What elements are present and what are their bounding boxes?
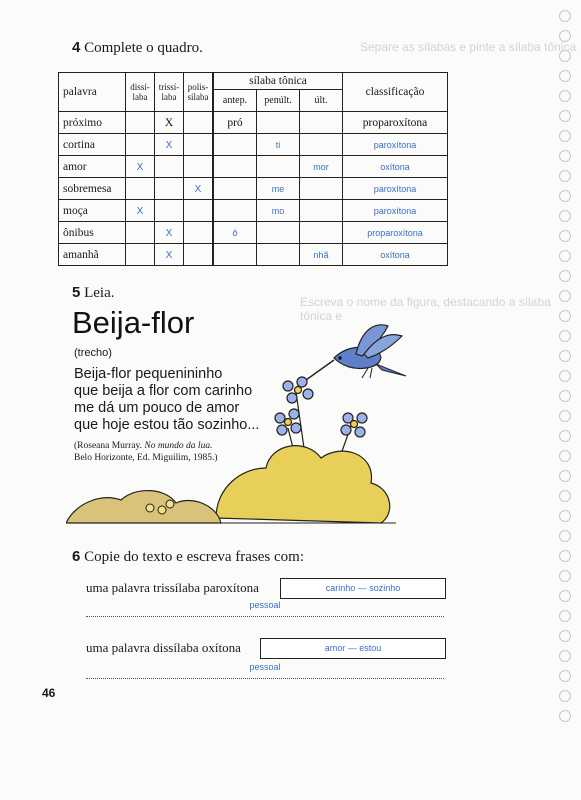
spiral-ring: [559, 590, 571, 602]
poem-subtitle: (trecho): [74, 347, 112, 359]
polissilaba-cell[interactable]: [184, 112, 214, 134]
spiral-ring: [559, 170, 571, 182]
dissilaba-cell[interactable]: [126, 222, 155, 244]
row-word-value: cortina: [63, 138, 95, 151]
spiral-ring: [559, 470, 571, 482]
spiral-ring: [559, 650, 571, 662]
polissilaba-cell-value: X: [194, 183, 202, 195]
trissilaba-cell[interactable]: [155, 134, 184, 156]
row-word-value: amanhã: [63, 248, 99, 261]
header-dissilaba: dissí- laba: [126, 73, 155, 112]
header-penult: penúlt.: [257, 90, 300, 112]
penult-cell[interactable]: [257, 112, 300, 134]
hummingbird-illustration: [66, 318, 436, 528]
trissilaba-cell[interactable]: [155, 156, 184, 178]
classification-cell-value: paroxítona: [373, 139, 417, 150]
polissilaba-cell[interactable]: [184, 222, 214, 244]
classification-cell-value: paroxítona: [373, 183, 417, 194]
trissilaba-cell[interactable]: [155, 244, 184, 266]
source-book: No mundo da lua.: [144, 441, 213, 451]
poem-line: me dá um pouco de amor: [74, 400, 240, 416]
item1-sentence-line[interactable]: pessoal: [86, 600, 444, 617]
classification-cell[interactable]: [343, 200, 448, 222]
polissilaba-cell[interactable]: [184, 156, 214, 178]
item1-answer-box[interactable]: carinho — sozinho: [280, 578, 446, 599]
antepenult-cell[interactable]: [213, 112, 257, 134]
penult-cell-value: mo: [271, 205, 285, 216]
bleed-through-text: Separe as sílabas e pinte a sílaba tônica: [360, 40, 577, 54]
classification-cell-value: proparoxítona: [362, 116, 428, 129]
item1-label: uma palavra trissílaba paroxítona: [86, 580, 259, 595]
classification-cell-value: proparoxítona: [367, 227, 423, 238]
dissilaba-cell[interactable]: [126, 112, 155, 134]
header-classificacao: classificação: [343, 73, 448, 112]
spiral-ring: [559, 90, 571, 102]
classification-cell[interactable]: [343, 112, 448, 134]
spiral-ring: [559, 190, 571, 202]
dissilaba-cell-value: X: [136, 161, 144, 173]
spiral-ring: [559, 510, 571, 522]
dissilaba-cell[interactable]: [126, 178, 155, 200]
spiral-ring: [559, 690, 571, 702]
exercise-number: 6: [72, 548, 81, 565]
antepenult-cell[interactable]: [213, 200, 257, 222]
row-word-value: amor: [63, 160, 87, 173]
header-palavra: palavra: [59, 73, 126, 112]
penult-cell-value: ti: [275, 139, 281, 150]
bush-icon: [66, 491, 221, 523]
penult-cell[interactable]: [257, 244, 300, 266]
header-silaba-tonica: sílaba tônica: [213, 73, 343, 90]
row-word: [59, 200, 126, 222]
row-word: [59, 222, 126, 244]
table-row: [59, 156, 448, 178]
row-word: [59, 156, 126, 178]
spiral-ring: [559, 450, 571, 462]
spiral-ring: [559, 70, 571, 82]
classification-cell[interactable]: [343, 134, 448, 156]
classification-cell[interactable]: [343, 244, 448, 266]
poem-line: que beija a flor com carinho: [74, 383, 253, 399]
bush-icon: [216, 446, 390, 523]
poem-line: Beija-flor pequenininho: [74, 366, 223, 382]
dissilaba-cell-value: X: [136, 205, 144, 217]
classification-cell[interactable]: [343, 178, 448, 200]
dissilaba-cell[interactable]: [126, 244, 155, 266]
spiral-ring: [559, 490, 571, 502]
spiral-ring: [559, 130, 571, 142]
ult-cell[interactable]: [300, 222, 343, 244]
ult-cell[interactable]: [300, 134, 343, 156]
spiral-ring: [559, 630, 571, 642]
trissilaba-cell-value: X: [165, 139, 173, 151]
row-word-value: ônibus: [63, 226, 94, 239]
source-author: (Roseana Murray.: [74, 441, 142, 451]
header-antep: antep.: [213, 90, 257, 112]
spiral-binding: [559, 10, 575, 730]
spiral-ring: [559, 370, 571, 382]
spiral-ring: [559, 110, 571, 122]
trissilaba-cell-value: X: [164, 116, 174, 129]
spiral-ring: [559, 670, 571, 682]
exercise-title: Copie do texto e escreva frases com:: [84, 549, 305, 565]
spiral-ring: [559, 210, 571, 222]
source-publisher: Belo Horizonte, Ed. Miguilim, 1985.): [74, 453, 218, 463]
row-word: [59, 244, 126, 266]
antepenult-cell[interactable]: [213, 156, 257, 178]
item2-sentence-line[interactable]: pessoal: [86, 662, 444, 679]
poem-title: Beija-flor: [72, 305, 195, 340]
item2-label: uma palavra dissílaba oxítona: [86, 640, 241, 655]
exercise-title: Leia.: [84, 285, 115, 301]
trissilaba-cell-value: X: [165, 227, 173, 239]
spiral-ring: [559, 410, 571, 422]
table-row: [59, 200, 448, 222]
header-polissilaba: polis- sílaba: [184, 73, 214, 112]
penult-cell[interactable]: [257, 178, 300, 200]
antepenult-cell[interactable]: [213, 222, 257, 244]
penult-cell[interactable]: [257, 134, 300, 156]
trissilaba-cell[interactable]: [155, 222, 184, 244]
trissilaba-cell[interactable]: [155, 200, 184, 222]
classification-cell-value: paroxítona: [373, 205, 417, 216]
exercise-6-heading: [72, 548, 304, 566]
polissilaba-cell[interactable]: [184, 200, 214, 222]
spiral-ring: [559, 10, 571, 22]
penult-cell[interactable]: [257, 200, 300, 222]
ult-cell[interactable]: [300, 244, 343, 266]
table-row: [59, 244, 448, 266]
antepenult-cell[interactable]: [213, 178, 257, 200]
table-row: [59, 178, 448, 200]
spiral-ring: [559, 270, 571, 282]
row-word: [59, 134, 126, 156]
spiral-ring: [559, 330, 571, 342]
row-word-value: próximo: [63, 116, 102, 129]
ult-cell[interactable]: [300, 178, 343, 200]
poem-line: que hoje estou tão sozinho...: [74, 417, 260, 433]
polissilaba-cell[interactable]: [184, 178, 214, 200]
spiral-ring: [559, 150, 571, 162]
row-word-value: sobremesa: [63, 182, 112, 195]
ult-cell[interactable]: [300, 200, 343, 222]
dissilaba-cell[interactable]: [126, 156, 155, 178]
polissilaba-cell[interactable]: [184, 244, 214, 266]
trissilaba-cell[interactable]: [155, 178, 184, 200]
exercise-4-heading: [72, 39, 203, 57]
trissilaba-cell-value: X: [165, 249, 173, 261]
dissilaba-cell[interactable]: [126, 200, 155, 222]
spiral-ring: [559, 250, 571, 262]
polissilaba-cell[interactable]: [184, 134, 214, 156]
exercise-number: 5: [72, 284, 81, 301]
hummingbird-icon: [306, 325, 406, 380]
antepenult-cell-value: pró: [227, 116, 243, 129]
ult-cell[interactable]: [300, 156, 343, 178]
spiral-ring: [559, 230, 571, 242]
exercise-title: Complete o quadro.: [84, 40, 203, 56]
penult-cell[interactable]: [257, 156, 300, 178]
bleed-through-text: Escreva o nome da figura, destacando a sílaba tônica e: [300, 295, 551, 323]
penult-cell-value: me: [271, 183, 285, 194]
page-number: 46: [42, 686, 56, 700]
classification-cell-value: oxítona: [380, 161, 410, 172]
exercise-number: 4: [72, 39, 81, 56]
table-row: [59, 134, 448, 156]
ult-cell-value: mor: [313, 161, 329, 172]
row-word: [59, 178, 126, 200]
classification-cell[interactable]: [343, 156, 448, 178]
spiral-ring: [559, 390, 571, 402]
trissilaba-cell[interactable]: [155, 112, 184, 134]
row-word: [59, 112, 126, 134]
ult-cell[interactable]: [300, 112, 343, 134]
spiral-ring: [559, 530, 571, 542]
syllable-table: [58, 72, 448, 266]
penult-cell[interactable]: [257, 222, 300, 244]
antepenult-cell[interactable]: [213, 244, 257, 266]
spiral-ring: [559, 570, 571, 582]
classification-cell[interactable]: [343, 222, 448, 244]
spiral-ring: [559, 710, 571, 722]
ult-cell-value: nhã: [313, 249, 329, 260]
spiral-ring: [559, 610, 571, 622]
header-ult: últ.: [300, 90, 343, 112]
table-row: [59, 112, 448, 134]
item2-answer-box[interactable]: amor — estou: [260, 638, 446, 659]
table-row: [59, 222, 448, 244]
classification-cell-value: oxítona: [380, 249, 410, 260]
header-trissilaba: trissí- laba: [155, 73, 184, 112]
antepenult-cell[interactable]: [213, 134, 257, 156]
row-word-value: moça: [63, 204, 88, 217]
dissilaba-cell[interactable]: [126, 134, 155, 156]
spiral-ring: [559, 350, 571, 362]
antepenult-cell-value: ô: [232, 227, 238, 238]
exercise-5-heading: [72, 284, 115, 302]
spiral-ring: [559, 550, 571, 562]
spiral-ring: [559, 430, 571, 442]
